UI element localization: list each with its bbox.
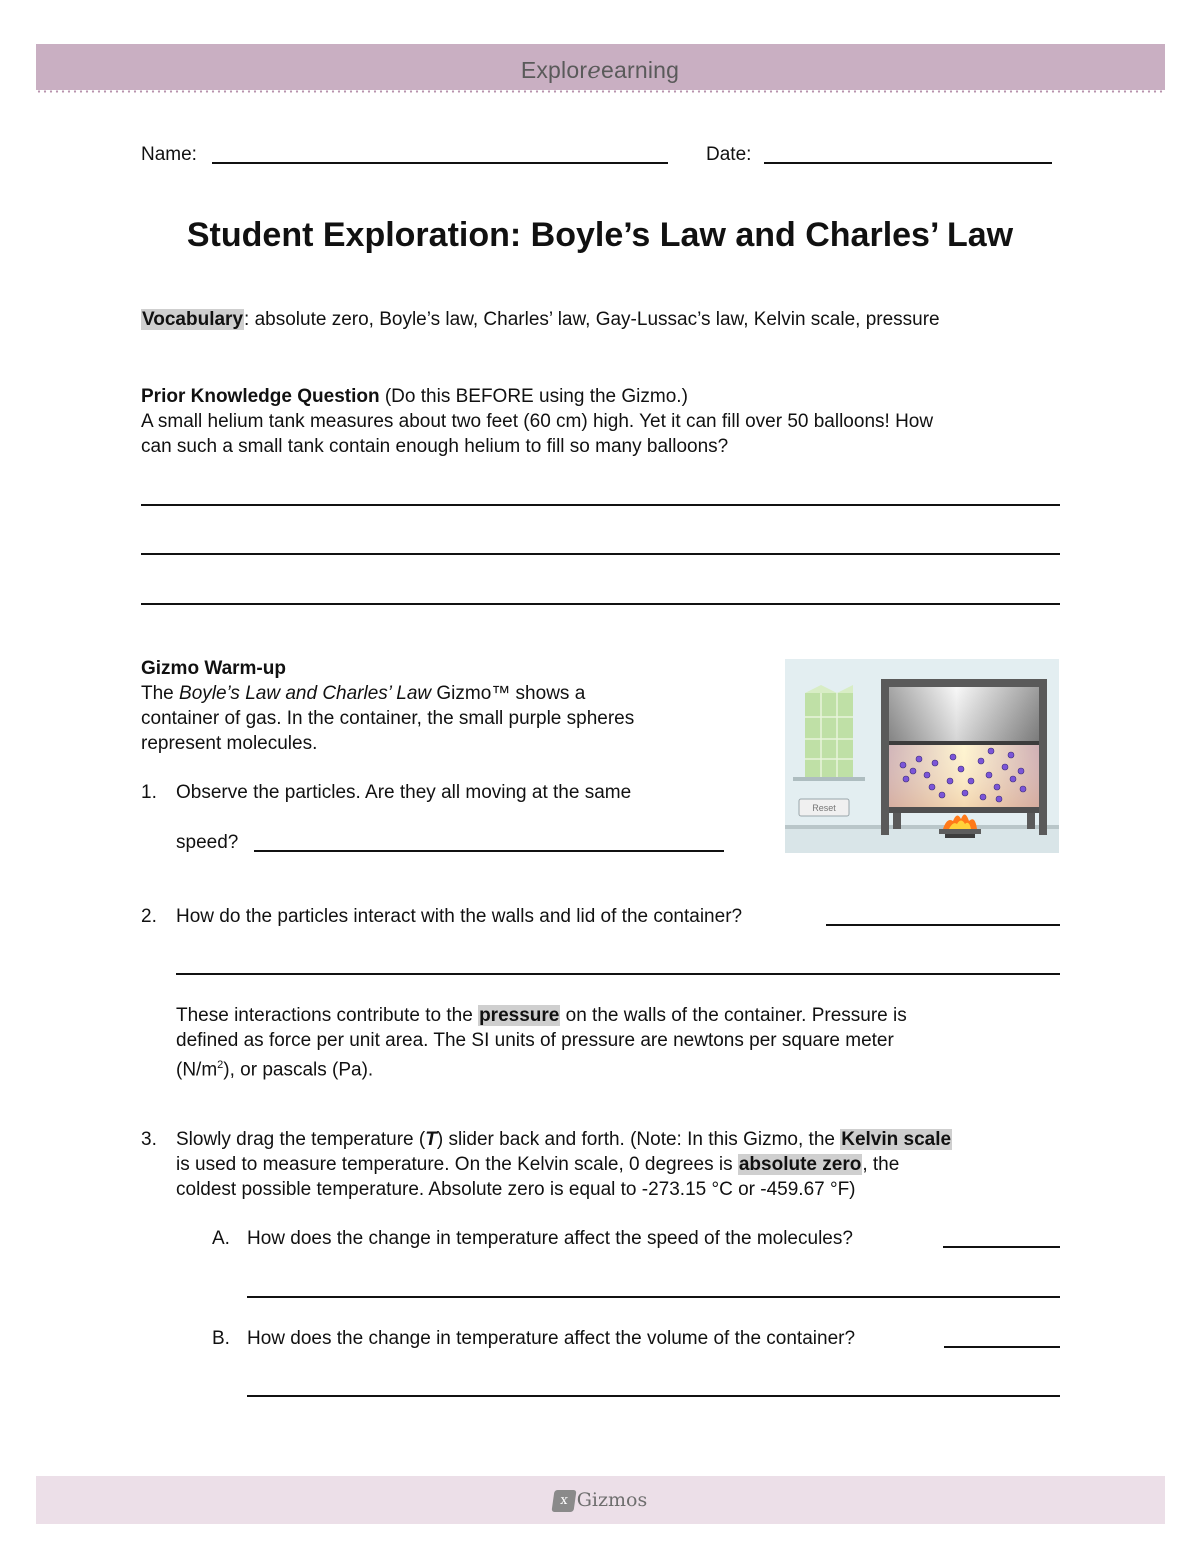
question-3-line1: Slowly drag the temperature (T) slider back and forth. (Note: In this Gizmo, the Kelvin scale [176,1129,952,1150]
vocabulary-label: Vocabulary [142,309,244,330]
pressure-note-line2: defined as force per unit area. The SI units of pressure are newtons per square meter [176,1030,894,1051]
question-3b-label: B. [212,1328,230,1349]
vocabulary-terms: : absolute zero, Boyle’s law, Charles’ law, Gay-Lussac’s law, Kelvin scale, pressure [244,309,940,330]
kelvin-scale-term: Kelvin scale [841,1129,952,1150]
date-field[interactable] [764,162,1052,164]
warmup-intro-line3: represent molecules. [141,733,318,754]
gizmo-screenshot [785,659,1059,853]
gizmos-logo: x Gizmos [0,1489,1200,1512]
question-3a-label: A. [212,1228,230,1249]
question-2-answer-line-1[interactable] [826,924,1060,926]
explorelearning-logo: Exploreearning [520,57,680,84]
name-label: Name: [141,144,197,165]
header-dotted-divider [36,90,1165,93]
question-2-answer-line-2[interactable] [176,973,1060,975]
page-title: Student Exploration: Boyle’s Law and Charles’ Law [186,216,1014,254]
absolute-zero-term: absolute zero [738,1154,862,1175]
question-3-number: 3. [141,1129,157,1150]
question-1-text: Observe the particles. Are they all moving at the same [176,782,632,803]
question-1-number: 1. [141,782,157,803]
prior-knowledge-answer-line-2[interactable] [141,553,1060,555]
prior-knowledge-answer-line-3[interactable] [141,603,1060,605]
pressure-note-line3: $(N/m^2)$, or pascals (Pa). [176,1059,374,1081]
burner-flame-icon [939,814,981,838]
question-3a-text: How does the change in temperature affect the speed of the molecules? [247,1228,853,1249]
question-3b-text: How does the change in temperature affect the volume of the container? [247,1328,856,1349]
date-label: Date: [706,144,752,165]
warmup-heading: Gizmo Warm-up [141,658,286,679]
temperature-gauge-icon [805,693,853,777]
vocabulary [141,307,940,332]
question-1-answer-line[interactable] [254,850,724,852]
container-left-wall [881,679,889,835]
reset-button-label: Reset [812,803,836,813]
question-1-speed-label: speed? [176,832,239,853]
question-2-number: 2. [141,906,157,927]
question-3b-answer-line-2[interactable] [247,1395,1060,1397]
question-3b-answer-line-1[interactable] [944,1346,1060,1348]
pressure-note-line1: These interactions contribute to the pressure on the walls of the container. Pressure is [176,1005,907,1026]
warmup-intro-line2: container of gas. In the container, the small purple spheres [141,708,635,729]
warmup-intro-line1: The Boyle’s Law and Charles’ Law Gizmo™ shows a [141,683,586,704]
gizmos-logo-icon: x [551,1490,576,1512]
question-3-line3: coldest possible temperature. Absolute zero is equal to -273.15 °C or -459.67 °F) [176,1179,856,1200]
pressure-term: pressure [479,1005,560,1026]
prior-knowledge-question-line2: can such a small tank contain enough helium to fill so many balloons? [141,436,729,457]
prior-knowledge-heading: Prior Knowledge Question (Do this BEFORE using the Gizmo.) [141,386,688,407]
question-3a-answer-line-1[interactable] [943,1246,1060,1248]
container-right-wall [1039,679,1047,835]
question-2-text: How do the particles interact with the walls and lid of the container? [176,906,743,927]
prior-knowledge-answer-line-1[interactable] [141,504,1060,506]
name-field[interactable] [212,162,668,164]
question-3-line2: is used to measure temperature. On the Kelvin scale, 0 degrees is absolute zero, the [176,1154,900,1175]
question-3a-answer-line-2[interactable] [247,1296,1060,1298]
prior-knowledge-question-line1: A small helium tank measures about two feet (60 cm) high. Yet it can fill over 50 balloons! How [141,411,934,432]
